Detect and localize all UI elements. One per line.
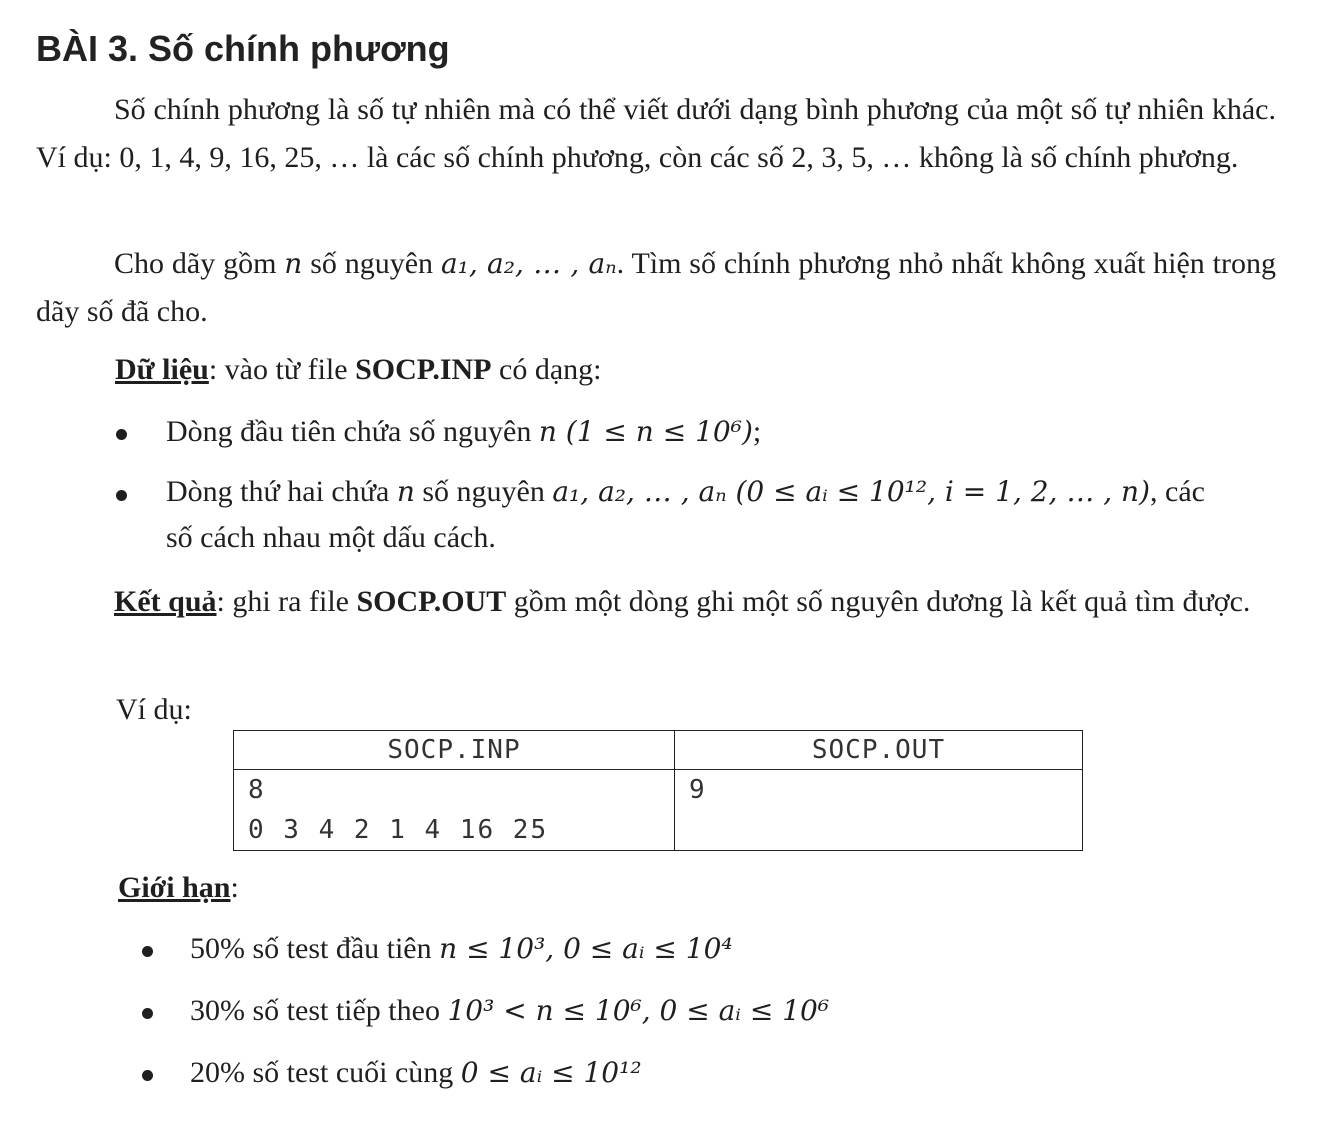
input-heading bbox=[115, 350, 601, 390]
example-table bbox=[233, 730, 1083, 851]
limit-item-2-text: 30% số test tiếp theo bbox=[190, 994, 448, 1027]
example-header-input: SOCP.INP bbox=[234, 731, 675, 770]
intro-text-2b: số nguyên bbox=[302, 247, 441, 280]
example-header-row bbox=[234, 731, 1083, 770]
input-bullet-1-tail: ; bbox=[752, 415, 762, 448]
output-label: Kết quả bbox=[114, 585, 217, 618]
input-bullet-2-text2: số nguyên bbox=[414, 475, 553, 508]
example-output-line: 9 bbox=[689, 775, 707, 805]
intro-text-2a: Cho dãy gồm bbox=[114, 247, 285, 280]
input-bullet-1 bbox=[166, 412, 761, 452]
bullet-dot bbox=[142, 1070, 153, 1081]
example-input-line: 0 3 4 2 1 4 16 25 bbox=[248, 815, 549, 845]
bullet-dot bbox=[142, 1008, 153, 1019]
intro-text-2c: . Tìm số chính phương nhỏ nhất không xuất hiện trong dãy số đã cho. bbox=[36, 247, 1276, 328]
input-text-a: : vào từ file bbox=[208, 353, 356, 386]
bullet-dot bbox=[142, 946, 153, 957]
limit-item-3-text: 20% số test cuối cùng bbox=[190, 1056, 461, 1089]
input-file-name: SOCP.INP bbox=[355, 353, 492, 386]
var-n: n bbox=[396, 475, 415, 508]
bullet-dot bbox=[116, 429, 127, 440]
input-label: Dữ liệu bbox=[115, 353, 209, 386]
intro-paragraph-1 bbox=[36, 86, 1276, 182]
sequence-notation: a₁, a₂, … , aₙ bbox=[440, 247, 617, 280]
input-text-b: có dạng: bbox=[491, 353, 602, 386]
example-output-cell bbox=[675, 770, 1083, 851]
limits-colon: : bbox=[230, 871, 239, 904]
limit-item-1-math: n ≤ 10³, 0 ≤ aᵢ ≤ 10⁴ bbox=[439, 932, 733, 965]
limit-item-3 bbox=[190, 1053, 642, 1093]
example-input-cell bbox=[234, 770, 675, 851]
example-label: Ví dụ: bbox=[116, 693, 192, 726]
input-bullet-2-text: Dòng thứ hai chứa bbox=[166, 475, 397, 508]
input-bullet-2-tail: , các bbox=[1150, 475, 1205, 508]
problem-title: BÀI 3. Số chính phương bbox=[36, 28, 450, 69]
output-paragraph bbox=[36, 578, 1276, 626]
bullet-dot bbox=[116, 490, 127, 501]
input-bullet-2-math: a₁, a₂, … , aₙ (0 ≤ aᵢ ≤ 10¹², i = 1, 2, … , n) bbox=[552, 475, 1151, 508]
limit-item-2-math: 10³ < n ≤ 10⁶, 0 ≤ aᵢ ≤ 10⁶ bbox=[447, 994, 830, 1027]
input-bullet-2-line-2: số cách nhau một dấu cách. bbox=[166, 521, 496, 554]
limit-item-1-text: 50% số test đầu tiên bbox=[190, 932, 440, 965]
output-text-a: : ghi ra file bbox=[216, 585, 357, 618]
example-data-row bbox=[234, 770, 1083, 851]
output-text-b: gồm một dòng ghi một số nguyên dương là kết quả tìm được. bbox=[506, 585, 1251, 618]
example-input-line: 8 bbox=[248, 775, 266, 805]
limits-heading bbox=[118, 868, 239, 908]
intro-text-1: Số chính phương là số tự nhiên mà có thể viết dưới dạng bình phương của một số tự nhiên khác. Ví dụ: 0, 1, 4, 9, 16, 25, … là các số chính phương, còn các số 2, 3, 5, … không là số chính phương. bbox=[36, 93, 1276, 174]
input-bullet-1-text: Dòng đầu tiên chứa số nguyên bbox=[166, 415, 539, 448]
intro-paragraph-2 bbox=[36, 240, 1276, 336]
limit-item-1 bbox=[190, 929, 733, 969]
limit-item-3-math: 0 ≤ aᵢ ≤ 10¹² bbox=[460, 1056, 642, 1089]
limit-item-2 bbox=[190, 991, 829, 1031]
limits-label: Giới hạn bbox=[118, 871, 231, 904]
input-bullet-2 bbox=[166, 472, 1205, 512]
example-header-output: SOCP.OUT bbox=[675, 731, 1083, 770]
input-bullet-1-math: n (1 ≤ n ≤ 10⁶) bbox=[538, 415, 753, 448]
var-n: n bbox=[284, 247, 303, 280]
output-file-name: SOCP.OUT bbox=[356, 585, 507, 618]
